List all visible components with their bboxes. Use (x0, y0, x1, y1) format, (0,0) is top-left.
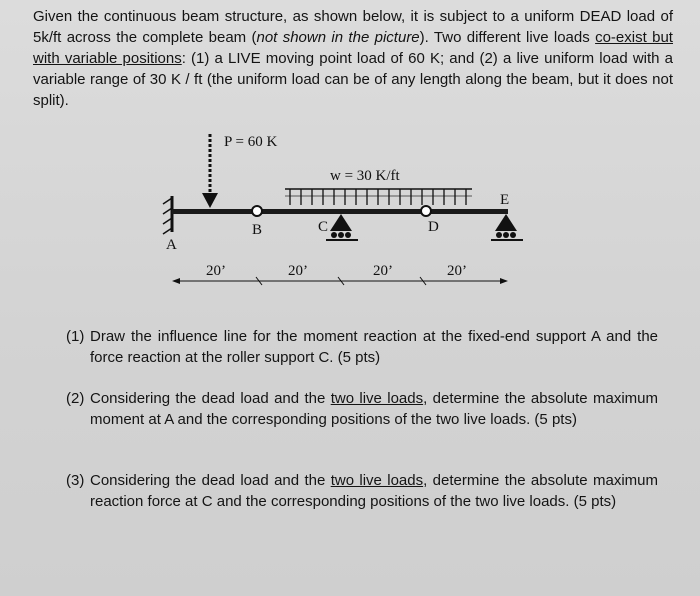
intro-text-1: Given the continuous beam structure, as shown below, it is subject to a uniform DEAD load of 5k/ft across the complete beam ( (33, 8, 673, 46)
question-3-number: (3) (66, 472, 85, 489)
label-e: E (500, 192, 510, 208)
question-1 (66, 326, 658, 368)
label-c: C (318, 219, 329, 235)
intro-italic: not shown in the picture (256, 29, 420, 46)
question-3-body (66, 470, 658, 512)
label-d: D (428, 219, 439, 235)
span-de: 20’ (447, 263, 467, 279)
fixed-support-a (163, 196, 172, 234)
intro-underlined: co-exist but with variable positions (33, 29, 673, 67)
point-load-label: P = 60 K (224, 134, 278, 150)
span-bc: 20’ (288, 263, 308, 279)
span-ab: 20’ (206, 263, 226, 279)
question-2 (66, 388, 658, 430)
hinge-b (252, 206, 262, 216)
uniform-load-label: w = 30 K/ft (330, 168, 400, 184)
question-2-body (66, 388, 658, 430)
question-2-underlined: two live loads (330, 390, 424, 407)
question-2-text-after: , determine the absolute maximum moment at A and the corresponding positions of the two live loads. (5 pts) (90, 390, 659, 428)
question-3-text-before: Considering the dead load and the (90, 472, 331, 489)
uniform-load-arrows (285, 189, 472, 205)
intro-text-2: ). Two different live loads (419, 29, 596, 46)
question-1-number: (1) (66, 328, 85, 345)
roller-support-e (491, 214, 523, 240)
beam (172, 209, 508, 214)
intro-text-3: : (1) a LIVE moving point load of 60 K; and (2) a live uniform load with a variable range of 30 K / ft (the uniform load can be of any length along the beam, but it does not split). (33, 50, 673, 109)
dimension-arrow-right (500, 278, 508, 284)
question-3-underlined: two live loads (330, 472, 424, 489)
question-3-text-after: , determine the absolute maximum reaction force at C and the corresponding positions of the two live loads. (5 pts) (90, 472, 659, 510)
label-a: A (166, 237, 177, 253)
hinge-d (421, 206, 431, 216)
label-b: B (252, 222, 263, 238)
dimension-arrow-left (172, 278, 180, 284)
span-cd: 20’ (373, 263, 393, 279)
question-3 (66, 470, 658, 512)
question-2-number: (2) (66, 390, 85, 407)
question-2-text-before: Considering the dead load and the (90, 390, 331, 407)
roller-support-c (326, 214, 358, 240)
point-load-arrow (202, 134, 218, 208)
question-1-text: Draw the influence line for the moment reaction at the fixed-end support A and the force reaction at the roller support C. (5 pts) (90, 328, 658, 366)
